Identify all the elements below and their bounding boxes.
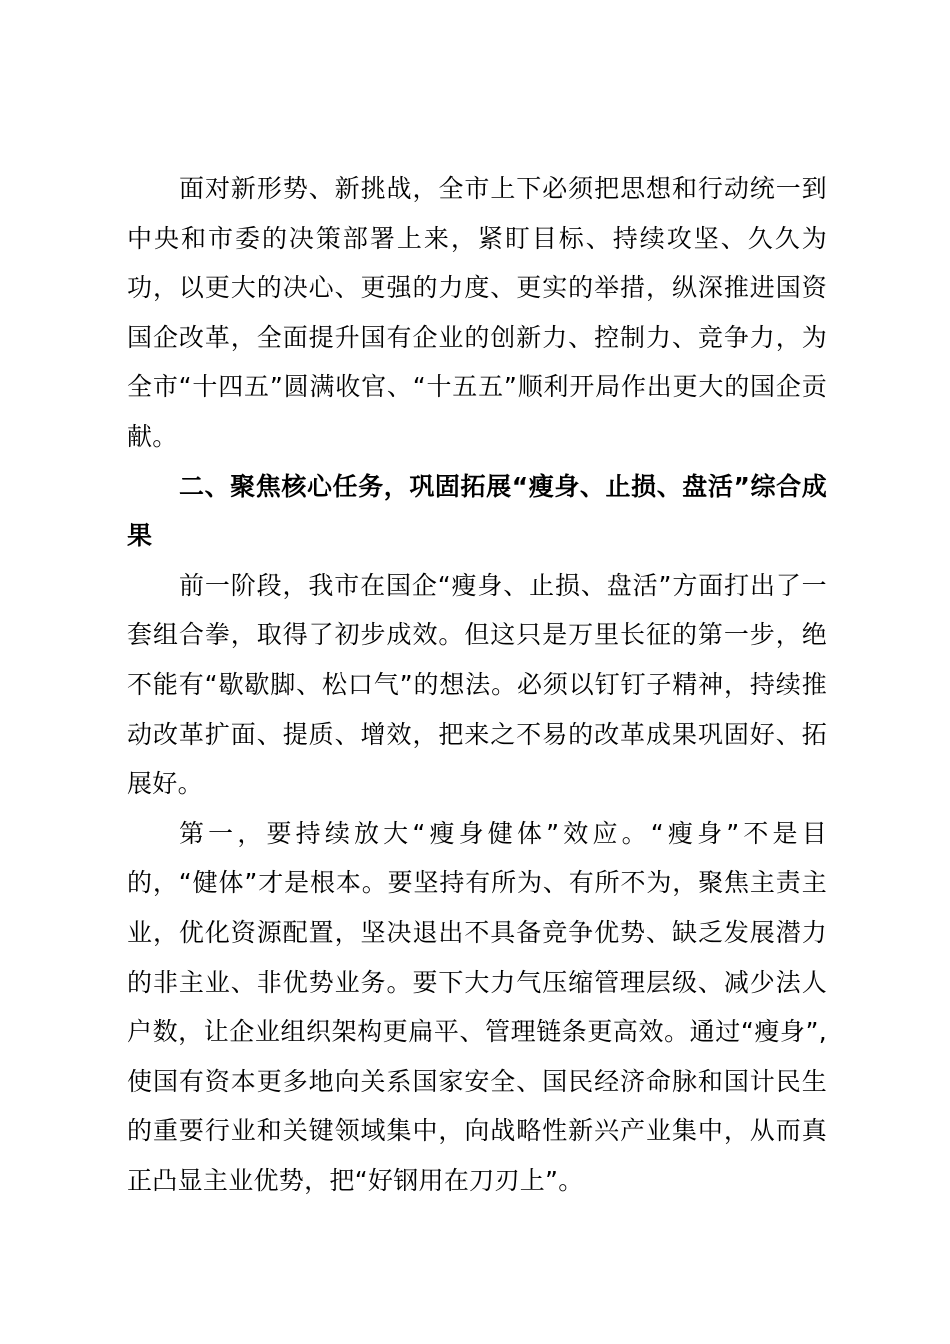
- paragraph-previous-stage: 前一阶段，我市在国企“瘦身、止损、盘活”方面打出了一套组合拳，取得了初步成效。但这只是万里长征的第一步，绝不能有“歇歇脚、松口气”的想法。必须以钉钉子精神，持续推动改革扩面、提质、增效，把来之不易的改革成果巩固好、拓展好。: [127, 570, 827, 799]
- document-body: [127, 164, 827, 1205]
- paragraph-situation: 面对新形势、新挑战，全市上下必须把思想和行动统一到中央和市委的决策部署上来，紧盯目标、持续攻坚、久久为功，以更大的决心、更强的力度、更实的举措，纵深推进国资国企改革，全面提升国有企业的创新力、控制力、竞争力，为全市“十四五”圆满收官、“十五五”顺利开局作出更大的国企贡献。: [127, 174, 827, 451]
- section-heading-core-tasks: 二、聚焦核心任务，巩固拓展“瘦身、止损、盘活”综合成果: [127, 471, 827, 551]
- paragraph-first-point: 第一，要持续放大“瘦身健体”效应。“瘦身”不是目的，“健体”才是根本。要坚持有所为、有所不为，聚焦主责主业，优化资源配置，坚决退出不具备竞争优势、缺乏发展潜力的非主业、非优势业务。要下大力气压缩管理层级、减少法人户数，让企业组织架构更扁平、管理链条更高效。通过“瘦身”,使国有资本更多地向关系国家安全、国民经济命脉和国计民生的重要行业和关键领域集中，向战略性新兴产业集中，从而真正凸显主业优势，把“好钢用在刀刃上”。: [127, 818, 827, 1195]
